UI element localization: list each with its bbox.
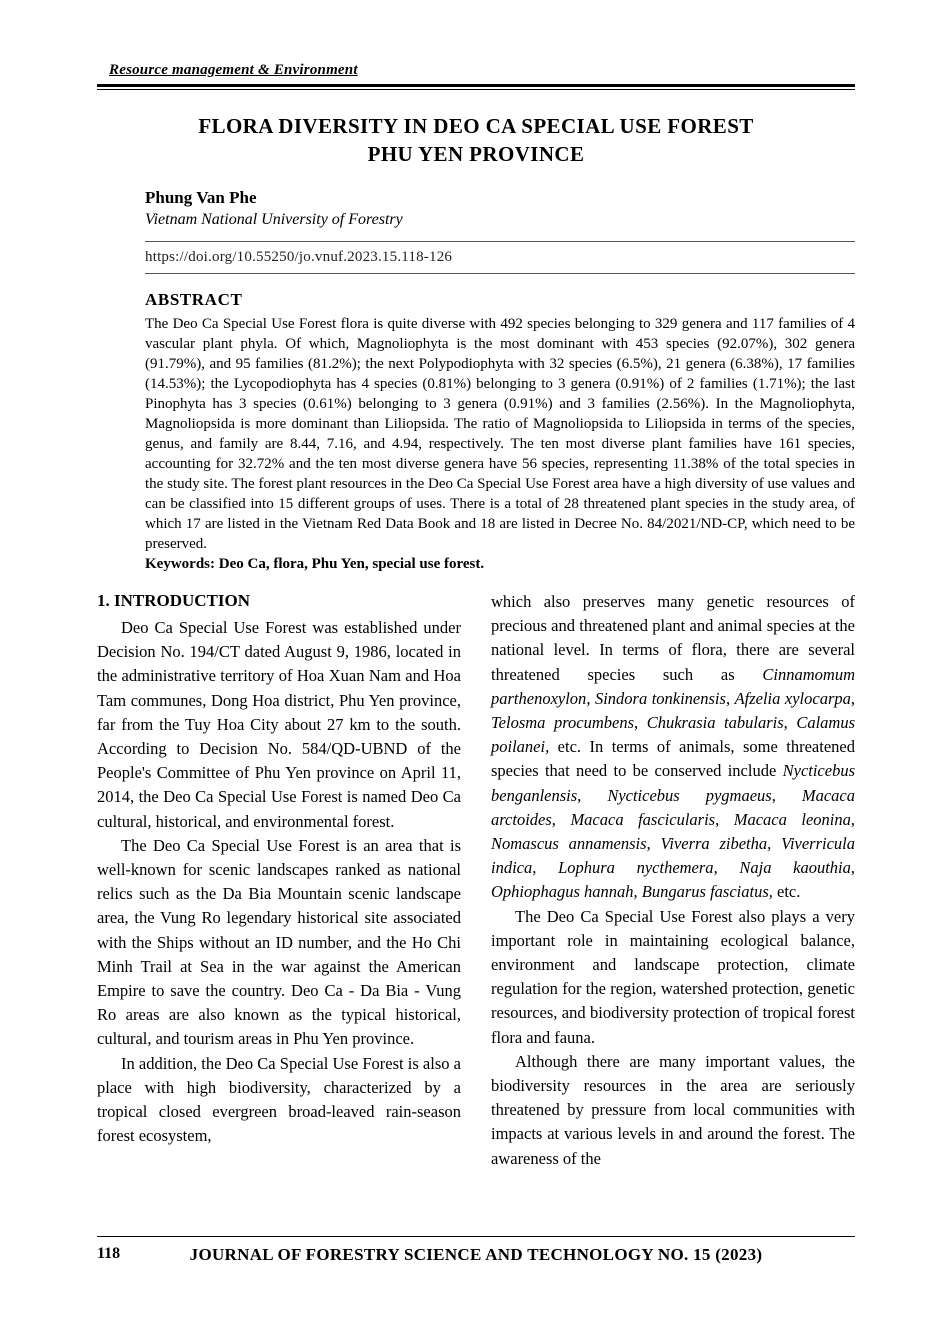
page-header xyxy=(97,62,855,90)
running-head: Resource management & Environment xyxy=(109,62,358,78)
paragraph: The Deo Ca Special Use Forest is an area that is well-known for scenic landscapes ranked as national relics such as the Da Bia Mountain scenic landscape area, the Vung Ro legendary historical site associated with the Ships without an ID number, and the Ho Chi Minh Trail at Sea in the war against the American Empire to save the country. Deo Ca - Da Bia - Vung Ro areas are also known as the typical historical, cultural, and tourism areas in Phu Yen province. xyxy=(97,835,461,1049)
page-footer xyxy=(97,1236,855,1265)
footer-row xyxy=(97,1245,855,1265)
article-title-line1: FLORA DIVERSITY IN DEO CA SPECIAL USE FOREST xyxy=(198,114,754,138)
footer-rule xyxy=(97,1236,855,1237)
paragraph: which also preserves many genetic resources of precious and threatened plant and animal species at the national level. In terms of flora, there are several threatened species such as Cinnamomum parthenoxylon, Sindora tonkinensis, Afzelia xylocarpa, Telosma procumbens, Chukrasia tabularis, Calamus poilanei, etc. In terms of animals, some threatened species that need to be conserved include Nycticebus benganlensis, Nycticebus pygmaeus, Macaca arctoides, Macaca fascicularis, Macaca leonina, Nomascus annamensis, Viverra zibetha, Viverricula indica, Lophura nycthemera, Naja kaouthia, Ophiophagus hannah, Bungarus fasciatus, etc. xyxy=(491,592,855,902)
left-column xyxy=(97,588,461,1240)
abstract-section xyxy=(145,290,855,574)
article-title xyxy=(97,112,855,168)
paragraph: The Deo Ca Special Use Forest also plays a very important role in maintaining ecological balance, environment and landscape protection, climate regulation for the region, watershed protection, genetic resources, and biodiversity protection of tropical forest flora and fauna. xyxy=(491,906,855,1047)
abstract-heading: ABSTRACT xyxy=(145,290,243,309)
author-block xyxy=(145,186,855,231)
paragraph: In addition, the Deo Ca Special Use Forest is also a place with high biodiversity, characterized by a tropical closed evergreen broad-leaved rain-season forest ecosystem, xyxy=(97,1053,461,1146)
left-column-paragraphs xyxy=(97,616,461,1148)
keywords-text: Deo Ca, flora, Phu Yen, special use forest. xyxy=(218,556,485,572)
author-affiliation: Vietnam National University of Forestry xyxy=(145,211,403,228)
doi-link[interactable]: https://doi.org/10.55250/jo.vnuf.2023.15.118-126 xyxy=(145,249,453,265)
doi-block xyxy=(145,241,855,274)
author-name: Phung Van Phe xyxy=(145,188,257,207)
paragraph: Although there are many important values, the biodiversity resources in the area are seriously threatened by pressure from local communities with impacts at various levels in and around the forest. The awareness of the xyxy=(491,1051,855,1168)
paragraph: Deo Ca Special Use Forest was established under Decision No. 194/CT dated August 9, 1986, located in the administrative territory of Hoa Xuan Nam and Hoa Tam communes, Dong Hoa district, Phu Yen province, far from the Tuy Hoa City about 27 km to the south. According to Decision No. 584/QD-UBND of the People's Committee of Phu Yen province on April 11, 2014, the Deo Ca Special Use Forest is named Deo Ca cultural, historical, and environmental forest. xyxy=(97,618,461,831)
keywords-label: Keywords: xyxy=(145,556,215,572)
page-number: 118 xyxy=(97,1245,121,1262)
keywords-line xyxy=(145,554,855,574)
journal-name: JOURNAL OF FORESTRY SCIENCE AND TECHNOLOGY NO. 15 (2023) xyxy=(189,1245,763,1264)
header-rule xyxy=(97,84,855,90)
right-column-paragraphs xyxy=(491,590,855,1171)
introduction-section xyxy=(97,588,855,1240)
introduction-heading: 1. INTRODUCTION xyxy=(97,591,251,610)
right-column xyxy=(491,588,855,1240)
article-title-line2: PHU YEN PROVINCE xyxy=(367,142,585,166)
abstract-text: The Deo Ca Special Use Forest flora is quite diverse with 492 species belonging to 329 genera and 117 families of 4 vascular plant phyla. Of which, Magnoliophyta is the most dominant with 453 species (92.07%), 302 genera (91.79%), and 95 families (81.2%); the next Polypodiophyta with 32 species (6.5%), 21 genera (6.38%), 17 families (14.53%); the Lycopodiophyta has 4 species (0.81%) belonging to 3 genera (0.91%) of 2 families (1.71%); the last Pinophyta has 3 species (0.61%) belonging to 3 genera (0.91%) and 3 families (2.56%). In the Magnoliophyta, Magnoliopsida is more dominant than Liliopsida. The ratio of Magnoliopsida to Liliopsida in terms of the species, genus, and family are 8.44, 7.16, and 4.94, respectively. The ten most diverse plant families have 161 species, accounting for 32.72% and the ten most diverse genera have 56 species, representing 11.38% of the total species in the study site. The forest plant resources in the Deo Ca Special Use Forest area have a high diversity of use values and can be classified into 15 different groups of uses. There is a total of 28 threatened plant species in the study area, of which 17 are listed in the Vietnam Red Data Book and 18 are listed in Decree No. 84/2021/ND-CP, which need to be preserved. xyxy=(145,316,855,552)
